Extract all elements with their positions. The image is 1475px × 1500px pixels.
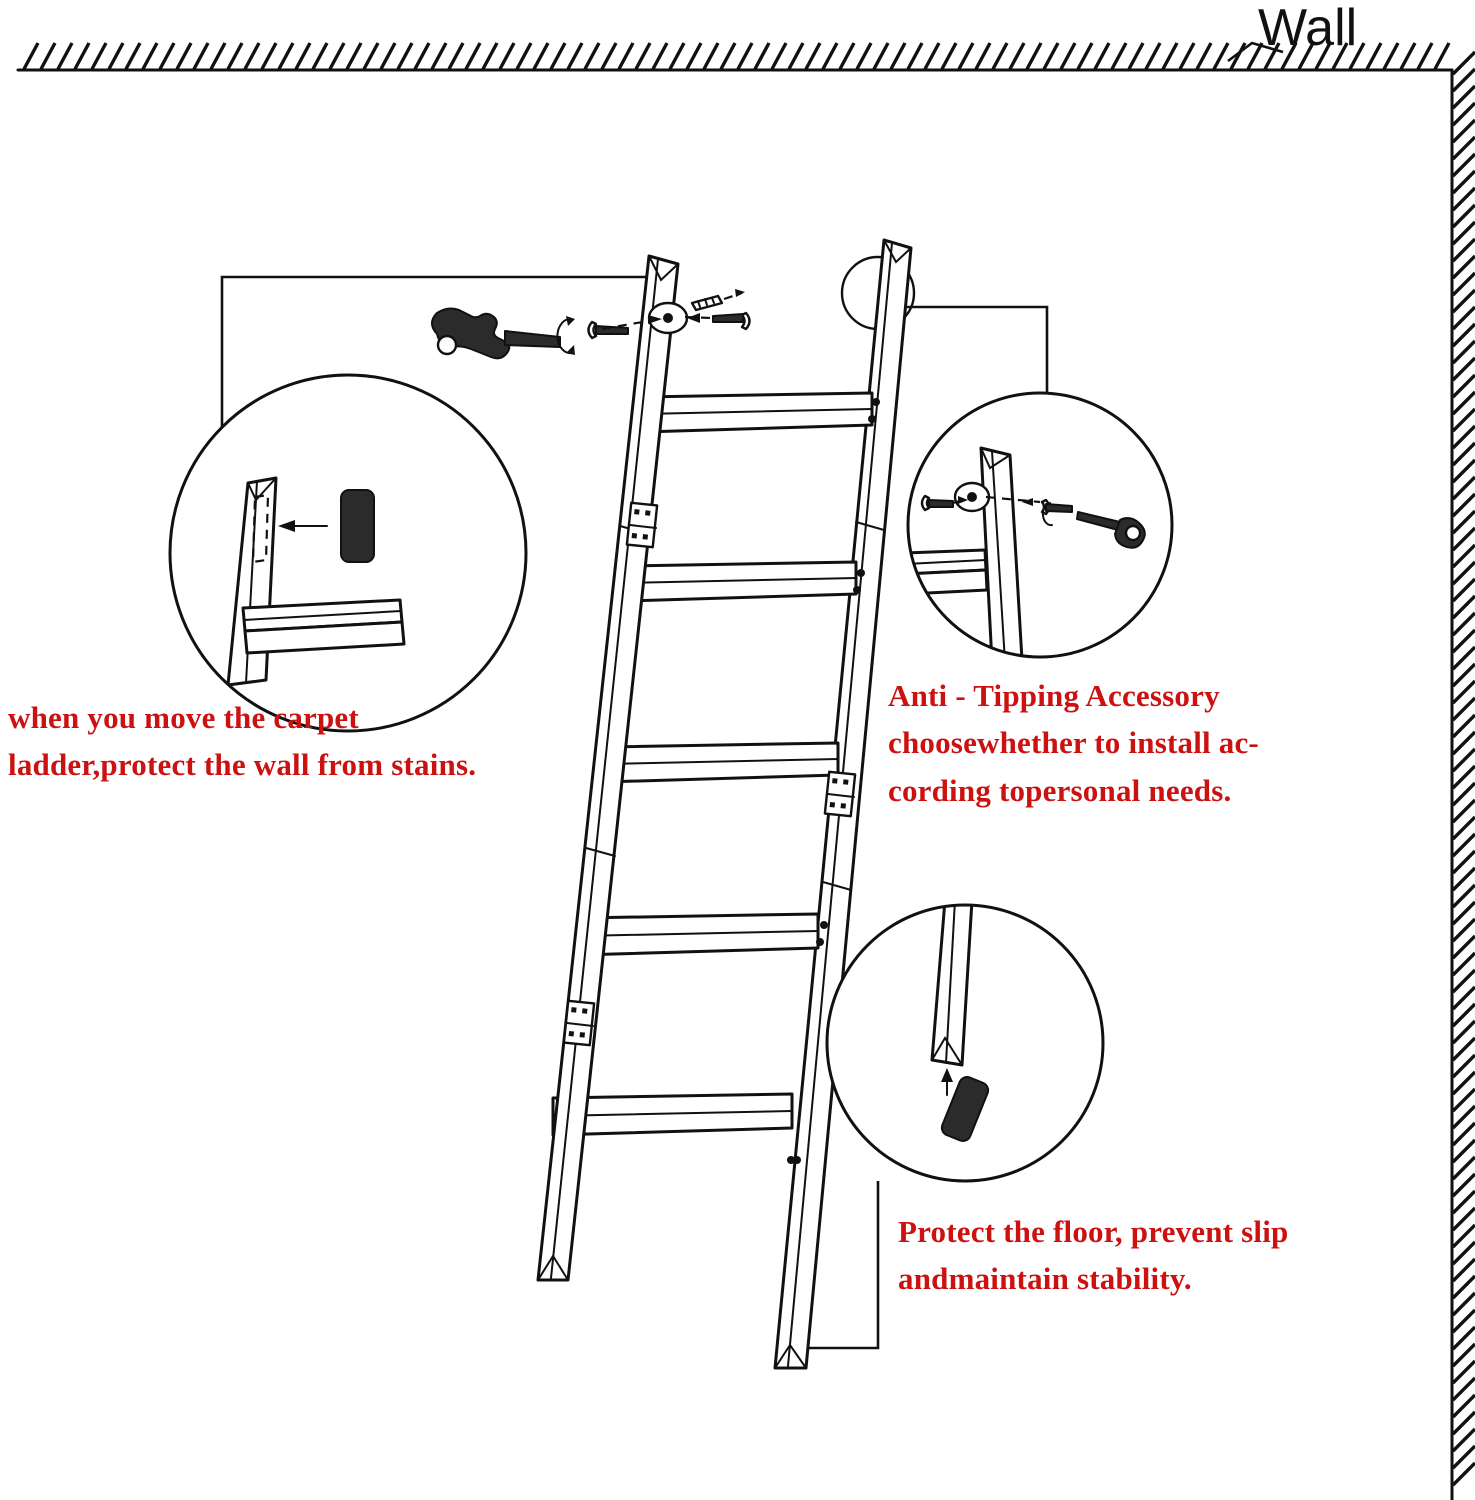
wall-label: Wall (1258, 0, 1358, 57)
note-floor-protection: Protect the floor, prevent slip andmaintain stability. (898, 1214, 1289, 1297)
hinge-plate (627, 503, 657, 547)
rubber-pad (341, 490, 374, 562)
screw-icon-right (713, 313, 750, 329)
note-anti-tipping: Anti - Tipping Accessory choosewhether to install ac-cording topersonal needs. (888, 678, 1259, 808)
detail-circle-anti-tipping (900, 385, 1190, 675)
hinge-plate (825, 772, 855, 816)
note-wall-protection: when you move the carpet ladder,protect the wall from stains. (8, 700, 477, 783)
screw-icon (589, 322, 629, 338)
ladder (538, 240, 911, 1368)
top-screw-assembly (432, 289, 750, 358)
detail-circle-floor-protector (820, 900, 1120, 1200)
screwdriver-icon (432, 309, 560, 359)
wall-hatching-right (1453, 52, 1475, 1485)
hinge-plate (564, 1001, 594, 1045)
wall-anchor-icon (692, 296, 722, 310)
